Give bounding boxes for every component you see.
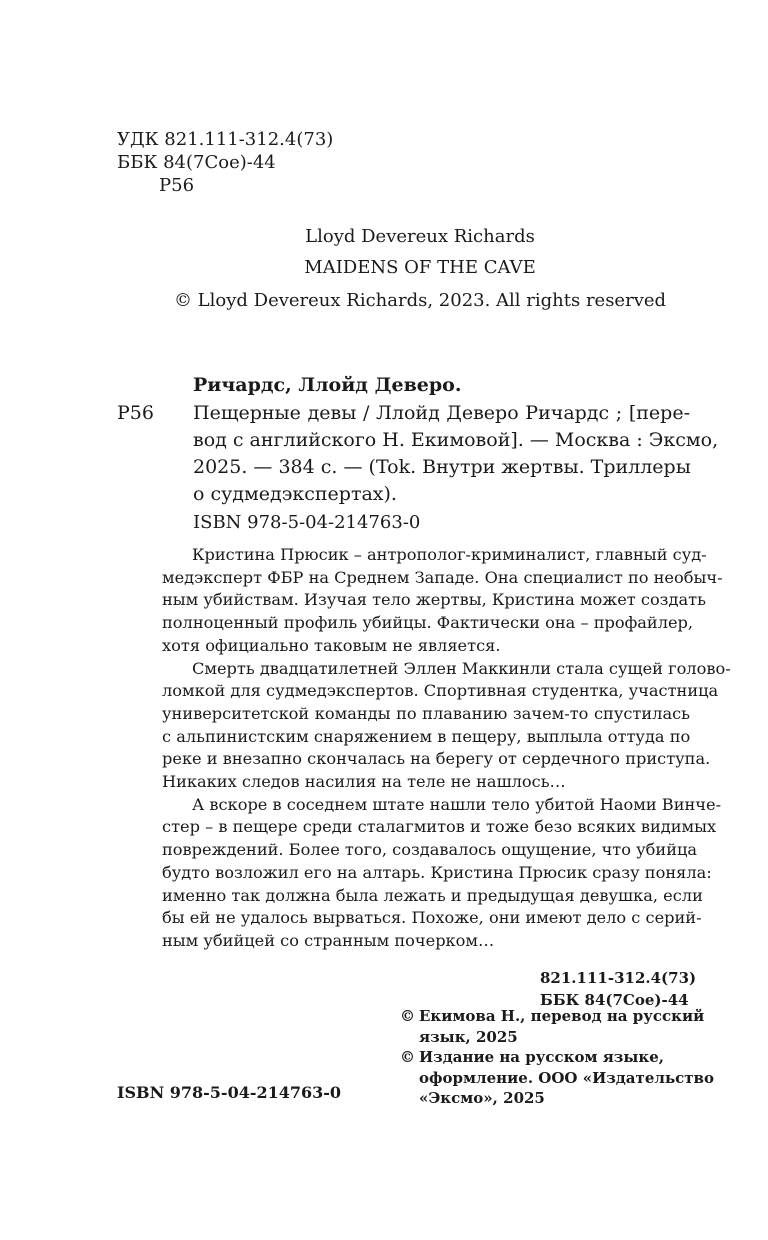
bottom-classification-codes [540,967,696,1011]
annotation-line: Кристина Прюсик – антрополог-криминалист, главный суд- [192,545,707,564]
annotation-line: Никаких следов насилия на теле не нашлось… [162,772,566,792]
annotation-line: будто возложил его на алтарь. Кристина Прюсик сразу поняла: [162,862,712,882]
classification-codes [117,128,333,197]
annotation-line: бы ей не удалось вырваться. Похоже, они имеют дело с серий- [162,908,702,928]
annotation-line: с альпинистским снаряжением в пещеру, выплыла оттуда по [162,726,691,746]
catalog-line: вод с английского Н. Екимовой]. — Москва : Эксмо, [193,429,719,451]
annotation-line: А вскоре в соседнем штате нашли тело убитой Наоми Винче- [192,794,722,814]
bbk-code: ББК 84(7Сое)-44 [117,152,276,173]
copyright-symbol: © [400,1007,415,1025]
copyright-notices [400,1006,714,1109]
annotation-line: полноценный профиль убийцы. Фактически она – профайлер, [162,613,694,633]
annotation-line: реке и внезапно скончалась на берегу от сердечного приступа. [162,749,711,769]
bottom-udk-code: 821.111-312.4(73) [540,969,697,987]
annotation-line: Смерть двадцатилетней Эллен Маккинли стала сущей голово- [192,658,731,678]
translation-copyright [400,1006,705,1047]
copyright-line: Издание на русском языке, [419,1048,664,1066]
original-title: MAIDENS OF THE CAVE [304,257,536,278]
isbn-bottom: ISBN 978-5-04-214763-0 [117,1083,342,1102]
annotation-line: именно так должна была лежать и предыдущая девушка, если [162,885,703,905]
copyright-symbol: © [400,1048,415,1066]
catalog-description [193,400,719,508]
annotation-line: ным убийствам. Изучая тело жертвы, Кристина может создать [162,590,706,610]
annotation-line: ломкой для судмедэкспертов. Спортивная студентка, участница [162,681,719,701]
copyright-line: Екимова Н., перевод на русский [419,1007,705,1025]
annotation-line: медэксперт ФБР на Среднем Западе. Она специалист по необыч- [162,567,723,587]
copyright-line: оформление. ООО «Издательство [419,1068,714,1087]
catalog-author: Ричардс, Ллойд Деверо. [193,374,462,396]
bottom-bbk-code: ББК 84(7Сое)-44 [540,991,689,1009]
catalog-isbn: ISBN 978-5-04-214763-0 [193,512,421,533]
annotation-line: повреждений. Более того, создавалось ощущение, что убийца [162,840,698,860]
original-copyright: © Lloyd Devereux Richards, 2023. All rights reserved [173,290,667,311]
annotation-line: университетской команды по плаванию зачем-то спустилась [162,703,690,723]
udk-code: УДК 821.111-312.4(73) [117,129,334,150]
annotation-line: ным убийцей со странным почерком… [162,930,495,950]
catalog-code: Р56 [117,402,154,424]
author-mark: Р56 [159,175,195,196]
catalog-line: о судмедэкспертах). [193,483,397,505]
annotation [162,544,731,953]
edition-copyright [400,1047,714,1109]
annotation-line: хотя официально таковым не является. [162,635,501,655]
catalog-line: 2025. — 384 с. — (Tok. Внутри жертвы. Триллеры [193,456,691,478]
original-author: Lloyd Devereux Richards [305,226,535,247]
annotation-line: стер – в пещере среди сталагмитов и тоже безо всяких видимых [162,817,717,837]
copyright-line: «Эксмо», 2025 [419,1089,545,1107]
copyright-line: язык, 2025 [419,1027,518,1046]
catalog-line: Пещерные девы / Ллойд Деверо Ричардс ; [пере- [193,402,690,424]
